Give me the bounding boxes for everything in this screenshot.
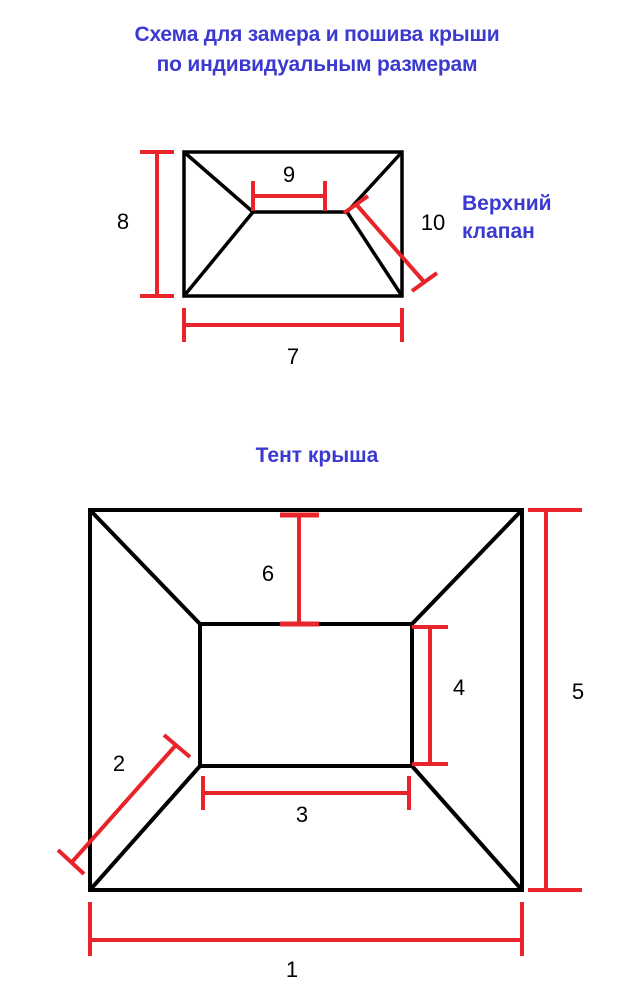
tent-roof-dimension-4	[412, 627, 448, 764]
upper-flap-dimension-7	[184, 308, 402, 342]
tent-roof-dimension-1	[90, 902, 522, 956]
dimension-label-9: 9	[282, 162, 296, 187]
dimension-label-4: 4	[452, 675, 466, 700]
upper-flap-label-line-2: клапан	[462, 220, 535, 243]
dimension-label-3: 3	[295, 802, 309, 827]
dimension-label-2: 2	[112, 751, 126, 776]
page-title-line-2: по индивидуальным размерам	[156, 53, 478, 76]
dimension-label-7: 7	[286, 344, 300, 369]
upper-flap-label	[462, 190, 622, 246]
dimension-label-10: 10	[420, 210, 446, 235]
upper-flap-label-line-1: Верхний	[462, 192, 552, 215]
tent-roof-shape	[90, 510, 522, 890]
upper-flap-dimension-8	[140, 152, 174, 296]
dimension-label-6: 6	[261, 561, 275, 586]
dimension-label-8: 8	[116, 209, 130, 234]
page-title-line-1: Схема для замера и пошива крыши	[134, 23, 500, 46]
dimension-label-5: 5	[571, 679, 585, 704]
tent-roof-label: Тент крыша	[255, 444, 379, 467]
tent-roof-dimension-6	[280, 515, 319, 624]
dimension-label-1: 1	[285, 957, 299, 982]
